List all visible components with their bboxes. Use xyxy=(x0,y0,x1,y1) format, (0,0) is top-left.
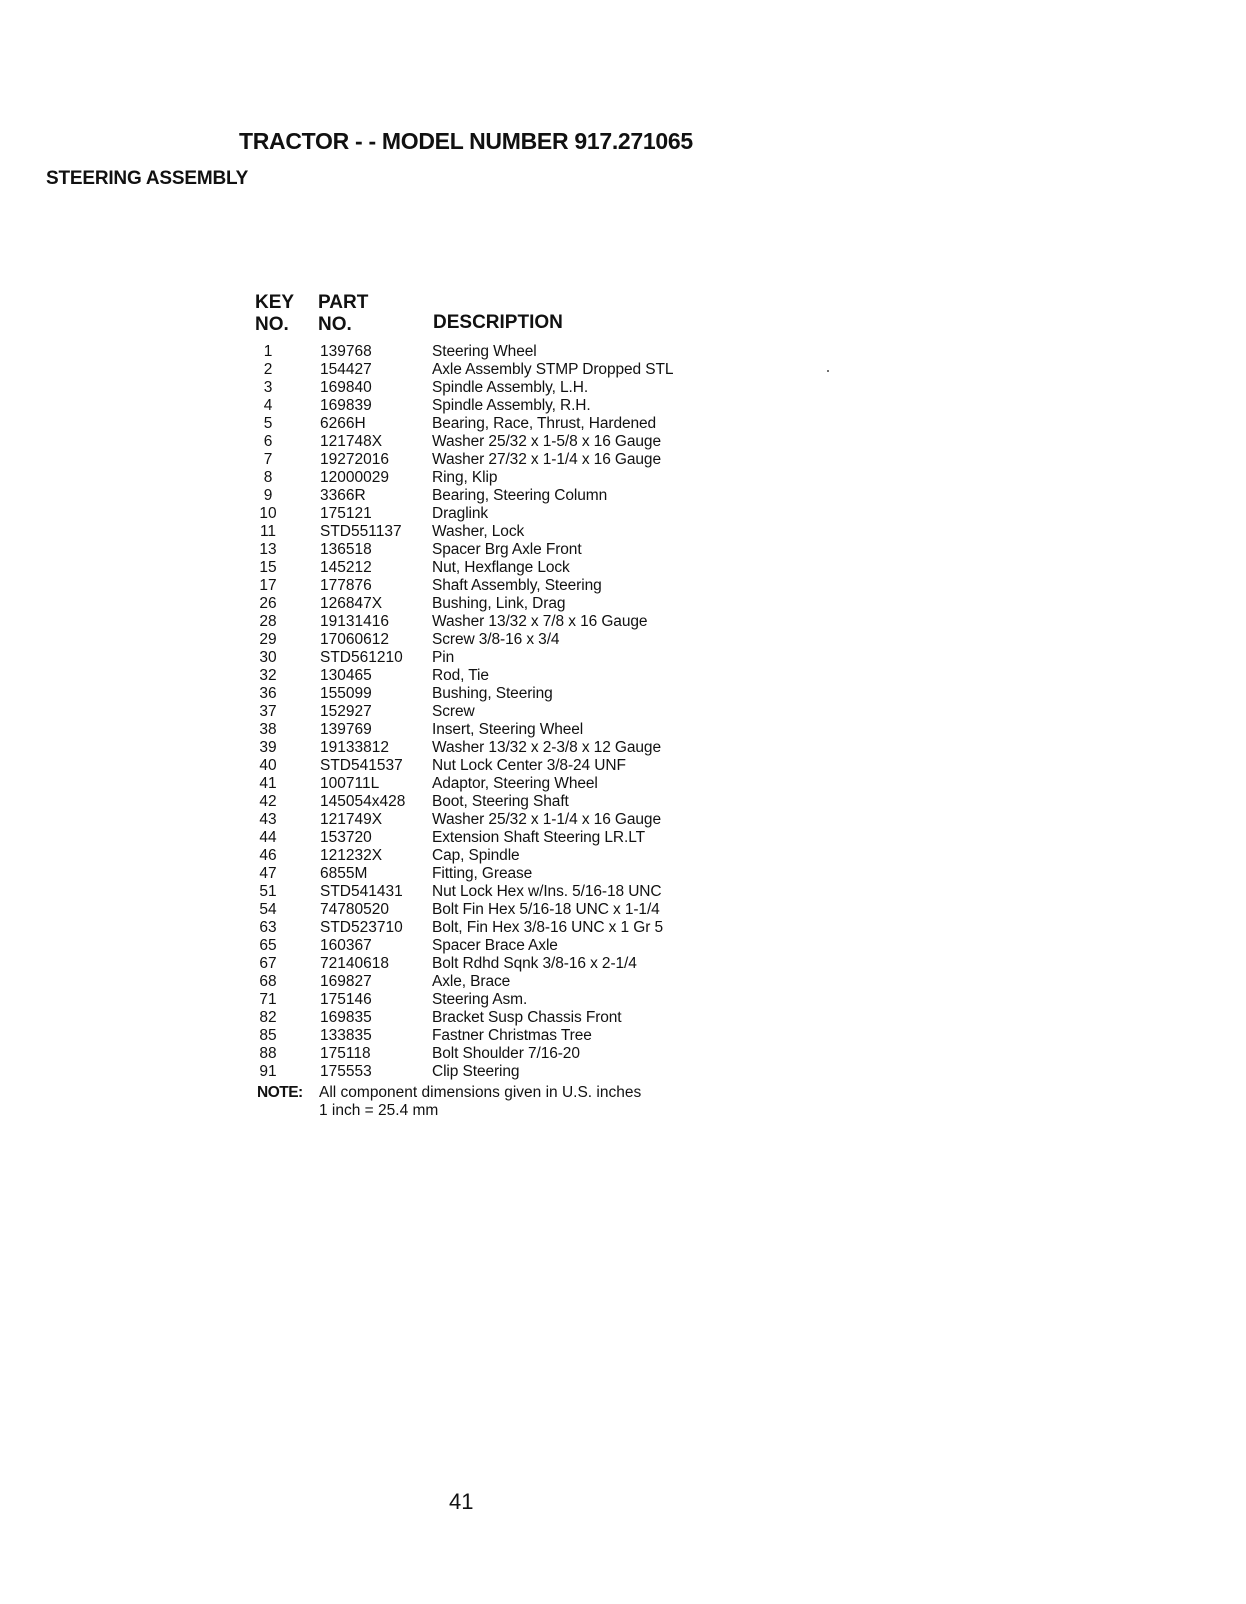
key-no-cell: 51 xyxy=(259,883,277,900)
table-row xyxy=(255,883,815,901)
part-no-cell: 175118 xyxy=(320,1045,371,1062)
key-no-cell: 38 xyxy=(259,721,277,738)
key-no-cell: 65 xyxy=(259,937,277,954)
key-no-header-line2: NO. xyxy=(255,314,289,335)
key-no-cell: 13 xyxy=(259,541,277,558)
table-row xyxy=(255,433,815,451)
description-cell: Extension Shaft Steering LR.LT xyxy=(432,829,645,846)
key-no-cell: 6 xyxy=(263,433,273,450)
part-no-header xyxy=(318,292,368,336)
key-no-cell: 47 xyxy=(259,865,277,882)
part-no-cell: 72140618 xyxy=(320,955,389,972)
table-row xyxy=(255,901,815,919)
part-no-cell: 169840 xyxy=(320,379,372,396)
table-row xyxy=(255,1063,815,1081)
key-no-cell: 54 xyxy=(259,901,277,918)
description-cell: Bushing, Link, Drag xyxy=(432,595,566,612)
key-no-cell: 63 xyxy=(259,919,277,936)
table-row xyxy=(255,937,815,955)
key-no-cell: 4 xyxy=(263,397,273,414)
part-no-cell: 6266H xyxy=(320,415,366,432)
part-no-cell: 175553 xyxy=(320,1063,372,1080)
key-no-cell: 17 xyxy=(259,577,277,594)
key-no-cell: 15 xyxy=(259,559,277,576)
description-cell: Fastner Christmas Tree xyxy=(432,1027,592,1044)
description-cell: Bracket Susp Chassis Front xyxy=(432,1009,622,1026)
key-no-cell: 82 xyxy=(259,1009,277,1026)
description-cell: Axle Assembly STMP Dropped STL xyxy=(432,361,674,378)
table-row xyxy=(255,505,815,523)
scan-speck xyxy=(827,370,829,372)
part-no-cell: 19133812 xyxy=(320,739,389,756)
table-row xyxy=(255,577,815,595)
key-no-cell: 32 xyxy=(259,667,277,684)
key-no-header xyxy=(255,292,294,336)
table-row xyxy=(255,829,815,847)
description-cell: Bolt, Fin Hex 3/8-16 UNC x 1 Gr 5 xyxy=(432,919,664,936)
part-no-cell: 121232X xyxy=(320,847,383,864)
table-row xyxy=(255,415,815,433)
description-cell: Bearing, Steering Column xyxy=(432,487,608,504)
description-cell: Cap, Spindle xyxy=(432,847,520,864)
table-row xyxy=(255,739,815,757)
section-title: STEERING ASSEMBLY xyxy=(46,168,249,189)
description-cell: Bolt Rdhd Sqnk 3/8-16 x 2-1/4 xyxy=(432,955,637,972)
key-no-cell: 71 xyxy=(259,991,277,1008)
part-no-cell: 175146 xyxy=(320,991,372,1008)
table-row xyxy=(255,541,815,559)
table-row xyxy=(255,1009,815,1027)
table-row xyxy=(255,811,815,829)
part-no-cell: 145054x428 xyxy=(320,793,406,810)
key-no-cell: 7 xyxy=(263,451,273,468)
part-no-header-line1: PART xyxy=(318,292,369,313)
table-row xyxy=(255,991,815,1009)
part-no-cell: 19131416 xyxy=(320,613,389,630)
key-no-cell: 9 xyxy=(263,487,273,504)
part-no-cell: STD561210 xyxy=(320,649,403,666)
description-cell: Nut Lock Hex w/Ins. 5/16-18 UNC xyxy=(432,883,662,900)
description-cell: Bushing, Steering xyxy=(432,685,553,702)
part-no-cell: 121749X xyxy=(320,811,383,828)
part-no-cell: 100711L xyxy=(320,775,380,792)
description-cell: Spindle Assembly, L.H. xyxy=(432,379,589,396)
table-row xyxy=(255,595,815,613)
key-no-cell: 39 xyxy=(259,739,277,756)
description-cell: Screw 3/8-16 x 3/4 xyxy=(432,631,560,648)
part-no-cell: 74780520 xyxy=(320,901,389,918)
table-row xyxy=(255,721,815,739)
key-no-cell: 29 xyxy=(259,631,277,648)
part-no-cell: 139768 xyxy=(320,343,372,360)
description-cell: Bolt Fin Hex 5/16-18 UNC x 1-1/4 xyxy=(432,901,660,918)
key-no-cell: 28 xyxy=(259,613,277,630)
table-row xyxy=(255,775,815,793)
table-row xyxy=(255,559,815,577)
parts-table xyxy=(255,343,815,1081)
table-row xyxy=(255,685,815,703)
description-cell: Screw xyxy=(432,703,475,720)
key-no-header-line1: KEY xyxy=(255,292,295,313)
description-cell: Draglink xyxy=(432,505,489,522)
part-no-cell: 169839 xyxy=(320,397,372,414)
part-no-cell: 155099 xyxy=(320,685,372,702)
table-row xyxy=(255,343,815,361)
description-cell: Washer 27/32 x 1-1/4 x 16 Gauge xyxy=(432,451,661,468)
key-no-cell: 1 xyxy=(263,343,273,360)
part-no-cell: 130465 xyxy=(320,667,372,684)
page-number: 41 xyxy=(449,1489,474,1514)
part-no-cell: 3366R xyxy=(320,487,366,504)
part-no-cell: 6855M xyxy=(320,865,368,882)
description-cell: Spacer Brace Axle xyxy=(432,937,558,954)
description-cell: Washer 25/32 x 1-1/4 x 16 Gauge xyxy=(432,811,661,828)
table-row xyxy=(255,451,815,469)
table-row xyxy=(255,649,815,667)
part-no-cell: 175121 xyxy=(320,505,372,522)
table-row xyxy=(255,487,815,505)
description-header: DESCRIPTION xyxy=(433,312,563,333)
key-no-cell: 36 xyxy=(259,685,277,702)
key-no-cell: 41 xyxy=(259,775,277,792)
key-no-cell: 88 xyxy=(259,1045,277,1062)
part-no-cell: 169835 xyxy=(320,1009,372,1026)
description-cell: Bearing, Race, Thrust, Hardened xyxy=(432,415,657,432)
key-no-cell: 10 xyxy=(259,505,277,522)
note-label: NOTE: xyxy=(257,1084,303,1101)
table-row xyxy=(255,703,815,721)
description-cell: Nut, Hexflange Lock xyxy=(432,559,570,576)
part-no-cell: STD541431 xyxy=(320,883,403,900)
part-no-header-line2: NO. xyxy=(318,314,352,335)
part-no-cell: 177876 xyxy=(320,577,372,594)
key-no-cell: 26 xyxy=(259,595,277,612)
key-no-cell: 40 xyxy=(259,757,277,774)
part-no-cell: STD541537 xyxy=(320,757,403,774)
table-row xyxy=(255,469,815,487)
table-row xyxy=(255,631,815,649)
description-cell: Washer 13/32 x 2-3/8 x 12 Gauge xyxy=(432,739,661,756)
description-cell: Clip Steering xyxy=(432,1063,520,1080)
part-no-cell: 145212 xyxy=(320,559,372,576)
table-row xyxy=(255,613,815,631)
description-cell: Shaft Assembly, Steering xyxy=(432,577,602,594)
description-cell: Washer 13/32 x 7/8 x 16 Gauge xyxy=(432,613,648,630)
description-cell: Spindle Assembly, R.H. xyxy=(432,397,591,414)
table-row xyxy=(255,955,815,973)
part-no-cell: 139769 xyxy=(320,721,372,738)
table-row xyxy=(255,973,815,991)
part-no-cell: 17060612 xyxy=(320,631,389,648)
description-cell: Boot, Steering Shaft xyxy=(432,793,569,810)
description-cell: Pin xyxy=(432,649,455,666)
description-cell: Nut Lock Center 3/8-24 UNF xyxy=(432,757,626,774)
table-row xyxy=(255,397,815,415)
part-no-cell: 133835 xyxy=(320,1027,372,1044)
table-row xyxy=(255,1045,815,1063)
description-cell: Rod, Tie xyxy=(432,667,489,684)
description-cell: Axle, Brace xyxy=(432,973,511,990)
table-row xyxy=(255,361,815,379)
part-no-cell: 153720 xyxy=(320,829,372,846)
key-no-cell: 46 xyxy=(259,847,277,864)
table-row xyxy=(255,847,815,865)
table-row xyxy=(255,793,815,811)
part-no-cell: 126847X xyxy=(320,595,383,612)
description-cell: Adaptor, Steering Wheel xyxy=(432,775,598,792)
part-no-cell: STD523710 xyxy=(320,919,403,936)
key-no-cell: 42 xyxy=(259,793,277,810)
key-no-cell: 11 xyxy=(259,523,277,540)
table-row xyxy=(255,919,815,937)
part-no-cell: STD551137 xyxy=(320,523,402,540)
page-title: TRACTOR - - MODEL NUMBER 917.271065 xyxy=(239,128,693,154)
key-no-cell: 8 xyxy=(263,469,273,486)
description-cell: Steering Wheel xyxy=(432,343,537,360)
part-no-cell: 121748X xyxy=(320,433,383,450)
key-no-cell: 43 xyxy=(259,811,277,828)
table-row xyxy=(255,379,815,397)
part-no-cell: 160367 xyxy=(320,937,372,954)
key-no-cell: 44 xyxy=(259,829,277,846)
description-cell: Ring, Klip xyxy=(432,469,498,486)
table-row xyxy=(255,523,815,541)
key-no-cell: 68 xyxy=(259,973,277,990)
table-row xyxy=(255,757,815,775)
table-row xyxy=(255,667,815,685)
key-no-cell: 2 xyxy=(263,361,273,378)
note-conversion: 1 inch = 25.4 mm xyxy=(319,1102,439,1119)
key-no-cell: 85 xyxy=(259,1027,277,1044)
key-no-cell: 91 xyxy=(259,1063,277,1080)
description-cell: Fitting, Grease xyxy=(432,865,533,882)
description-cell: Steering Asm. xyxy=(432,991,528,1008)
table-row xyxy=(255,1027,815,1045)
part-no-cell: 136518 xyxy=(320,541,372,558)
key-no-cell: 37 xyxy=(259,703,277,720)
key-no-cell: 67 xyxy=(259,955,277,972)
part-no-cell: 154427 xyxy=(320,361,372,378)
description-cell: Washer 25/32 x 1-5/8 x 16 Gauge xyxy=(432,433,661,450)
key-no-cell: 3 xyxy=(263,379,273,396)
description-cell: Insert, Steering Wheel xyxy=(432,721,584,738)
part-no-cell: 169827 xyxy=(320,973,372,990)
part-no-cell: 12000029 xyxy=(320,469,389,486)
description-cell: Spacer Brg Axle Front xyxy=(432,541,582,558)
key-no-cell: 5 xyxy=(263,415,273,432)
note-text: All component dimensions given in U.S. inches xyxy=(319,1084,642,1101)
description-cell: Washer, Lock xyxy=(432,523,525,540)
description-cell: Bolt Shoulder 7/16-20 xyxy=(432,1045,580,1062)
table-row xyxy=(255,865,815,883)
part-no-cell: 19272016 xyxy=(320,451,389,468)
part-no-cell: 152927 xyxy=(320,703,372,720)
key-no-cell: 30 xyxy=(259,649,277,666)
